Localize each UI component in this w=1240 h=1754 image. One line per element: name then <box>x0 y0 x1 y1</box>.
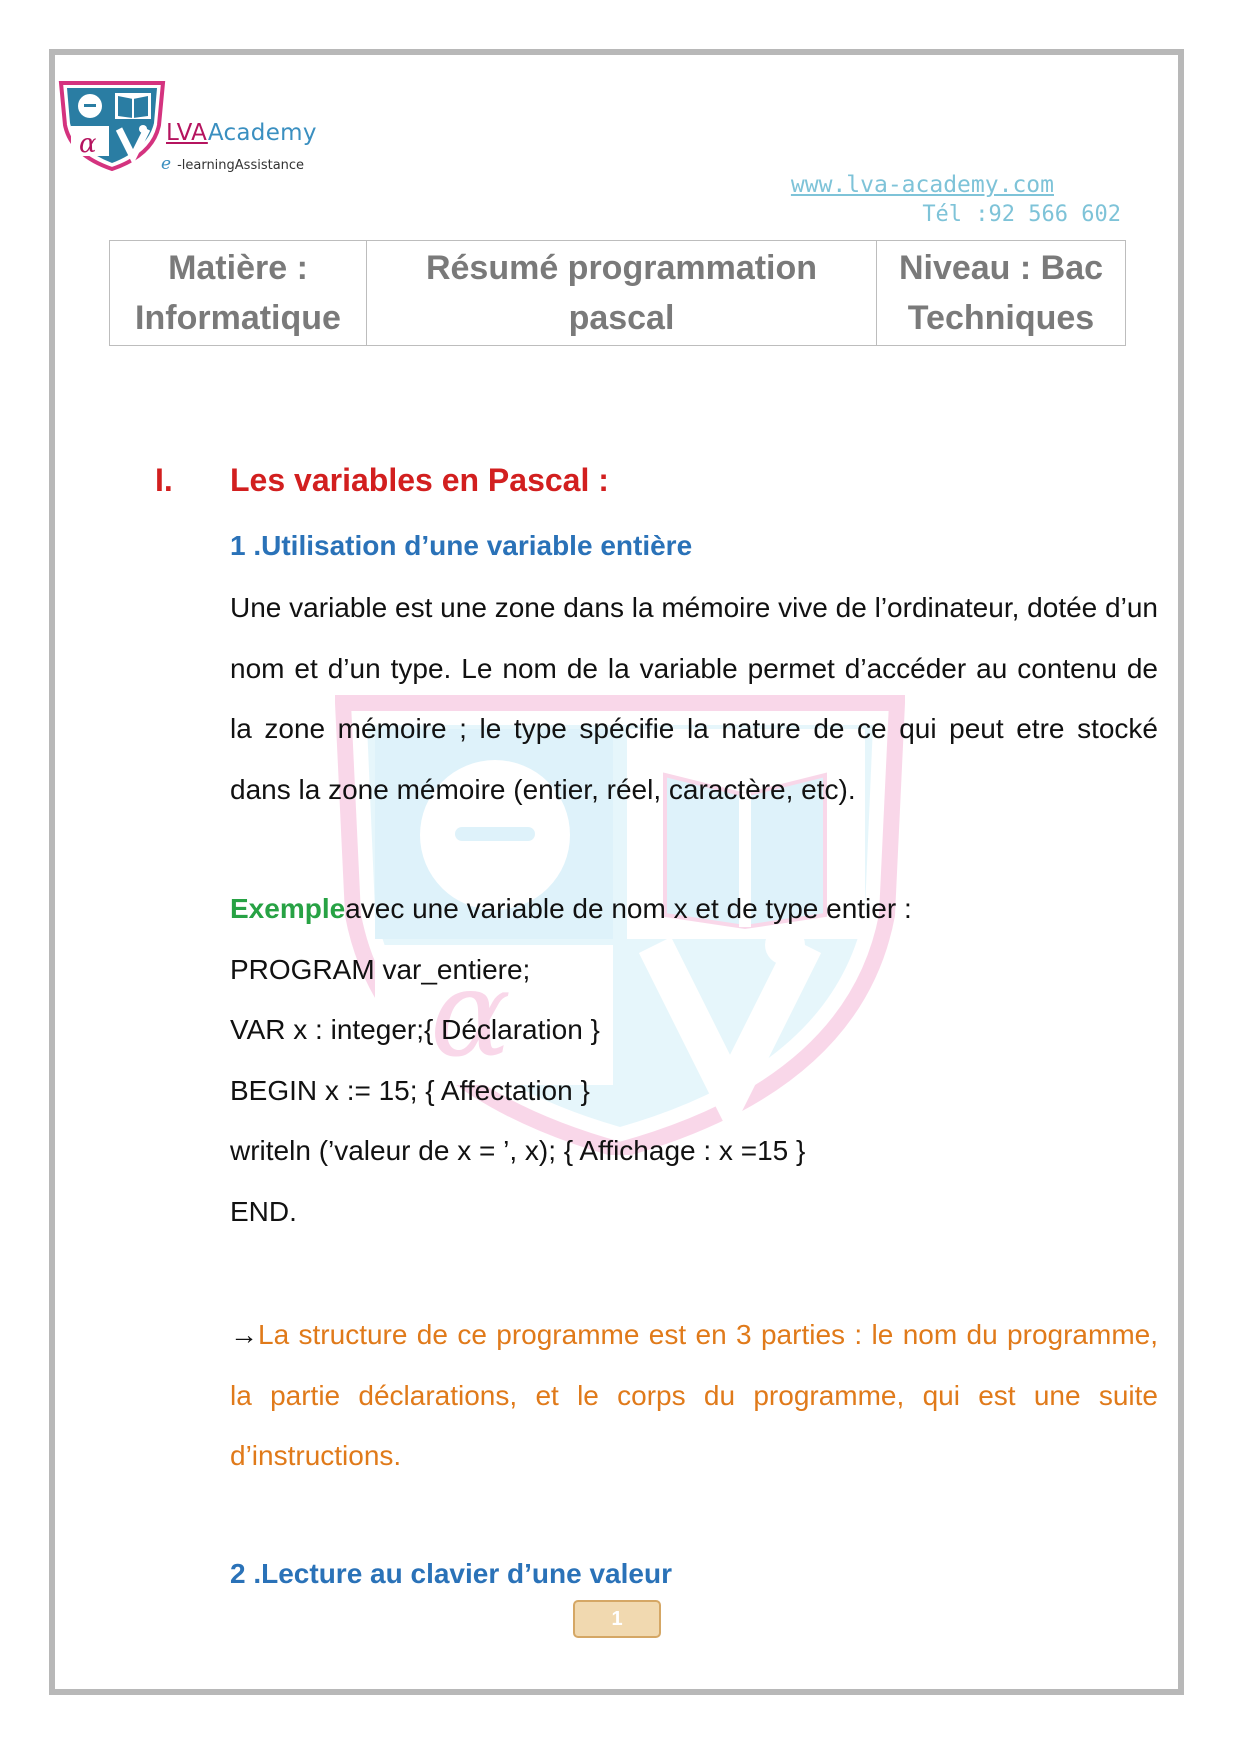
section-title: Les variables en Pascal : <box>230 462 609 498</box>
structure-note-text: La structure de ce programme est en 3 parties : le nom du programme, la partie déclarations, et le corps du programme, qui est une suite d’instructions. <box>230 1319 1158 1471</box>
example-line <box>230 893 912 925</box>
code-line: PROGRAM var_entiere; <box>230 954 531 985</box>
code-line: BEGIN x := 15; { Affectation } <box>230 1075 590 1106</box>
example-label: Exemple <box>230 893 346 924</box>
arrow-icon: → <box>230 1319 258 1350</box>
brand-tagline: e -learningAssistance <box>161 154 305 174</box>
page-number: 1 <box>573 1600 661 1638</box>
subsection-2-title: 2 .Lecture au clavier d’une valeur <box>230 1558 672 1589</box>
level-cell: Niveau : Bac Techniques <box>877 241 1126 346</box>
code-line: VAR x : integer;{ Déclaration } <box>230 1014 600 1045</box>
brand-name: LVAAcademy <box>166 120 317 146</box>
code-line: END. <box>230 1196 297 1227</box>
subject-cell: Matière : Informatique <box>110 241 367 346</box>
example-text: avec une variable de nom x et de type entier : <box>345 893 912 924</box>
svg-text:α: α <box>430 945 512 1084</box>
website-link[interactable]: www.lva-academy.com <box>790 172 1054 198</box>
variable-definition-paragraph: Une variable est une zone dans la mémoire vive de l’ordinateur, dotée d’un nom et d’un type. Le nom de la variable permet d’accéder au contenu de la zone mémoire ; le type spécifie la nature de ce qui peut etre stocké dans la zone mémoire (entier, réel, caractère, etc). <box>230 592 1158 805</box>
code-line: writeln (’valeur de x = ’, x); { Affichage : x =15 } <box>230 1135 806 1166</box>
svg-text:α: α <box>79 129 97 159</box>
structure-note <box>230 1305 1158 1487</box>
title-cell: Résumé programmation pascal <box>367 241 877 346</box>
subsection-1-title: 1 .Utilisation d’une variable entière <box>230 530 693 561</box>
section-number: I. <box>155 462 173 498</box>
phone-number: Tél :92 566 602 <box>922 202 1121 227</box>
